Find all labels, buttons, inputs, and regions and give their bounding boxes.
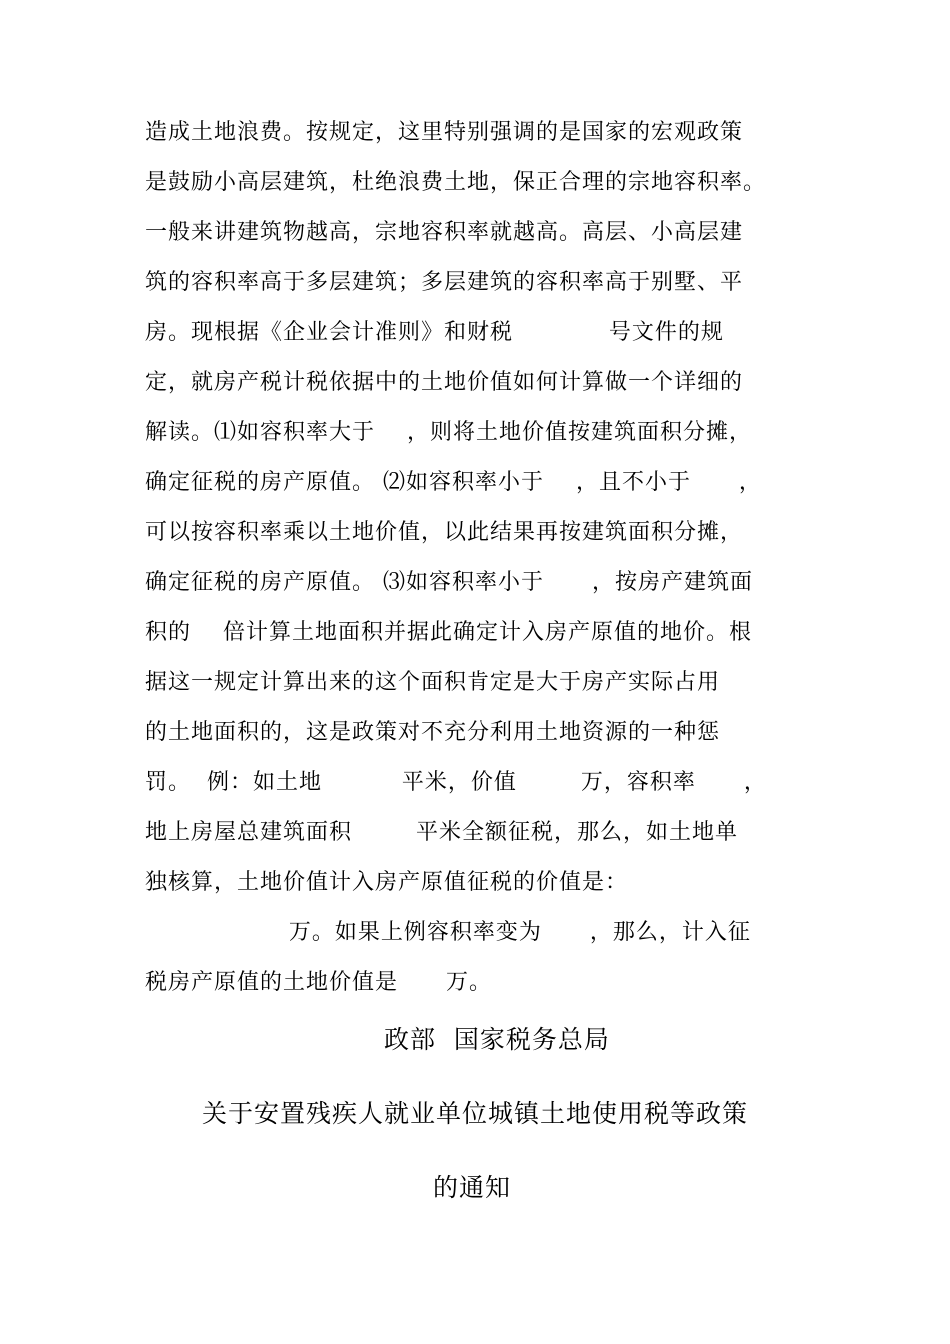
body-text-line: 独核算，土地价值计入房产原值征税的价值是： — [145, 870, 629, 895]
body-text-line: 筑的容积率高于多层建筑；多层建筑的容积率高于别墅、平 — [145, 270, 744, 295]
body-text-line: 房。现根据《企业会计准则》和财税 号文件的规 — [145, 320, 724, 345]
body-text-line: 积的 倍计算土地面积并据此确定计入房产原值的地价。根 — [145, 620, 752, 645]
body-text-line: 解读。⑴如容积率大于 ，则将土地价值按建筑面积分摊， — [145, 420, 752, 445]
body-text-line: 地上房屋总建筑面积 平米全额征税，那么，如土地单 — [145, 820, 738, 845]
body-text-line: 确定征税的房产原值。 ⑵如容积率小于 ，且不小于 ， — [145, 470, 762, 495]
notice-title-continued: 的通知 — [433, 1173, 512, 1202]
body-text-line: 一般来讲建筑物越高，宗地容积率就越高。高层、小高层建 — [145, 220, 744, 245]
body-text-line: 据这一规定计算出来的这个面积肯定是大于房产实际占用 — [145, 670, 721, 695]
issuer-heading: 政部 国家税务总局 — [384, 1025, 610, 1054]
body-text-line: 定，就房产税计税依据中的土地价值如何计算做一个详细的 — [145, 370, 744, 395]
body-text-line: 万。如果上例容积率变为 ，那么，计入征 — [145, 920, 751, 945]
body-text-line: 造成土地浪费。按规定，这里特别强调的是国家的宏观政策 — [145, 120, 744, 145]
body-text-line: 可以按容积率乘以土地价值，以此结果再按建筑面积分摊， — [145, 520, 744, 545]
body-text-line: 的土地面积的，这是政策对不充分利用土地资源的一种惩 — [145, 720, 721, 745]
body-text-line: 罚。 例：如土地 平米，价值 万，容积率 ， — [145, 770, 767, 795]
notice-title: 关于安置残疾人就业单位城镇土地使用税等政策 — [202, 1099, 749, 1128]
body-text-line: 税房产原值的土地价值是 万。 — [145, 970, 492, 995]
body-text-line: 确定征税的房产原值。 ⑶如容积率小于 ，按房产建筑面 — [145, 570, 753, 595]
body-text-line: 是鼓励小高层建筑，杜绝浪费土地，保正合理的宗地容积率。 — [145, 170, 767, 195]
